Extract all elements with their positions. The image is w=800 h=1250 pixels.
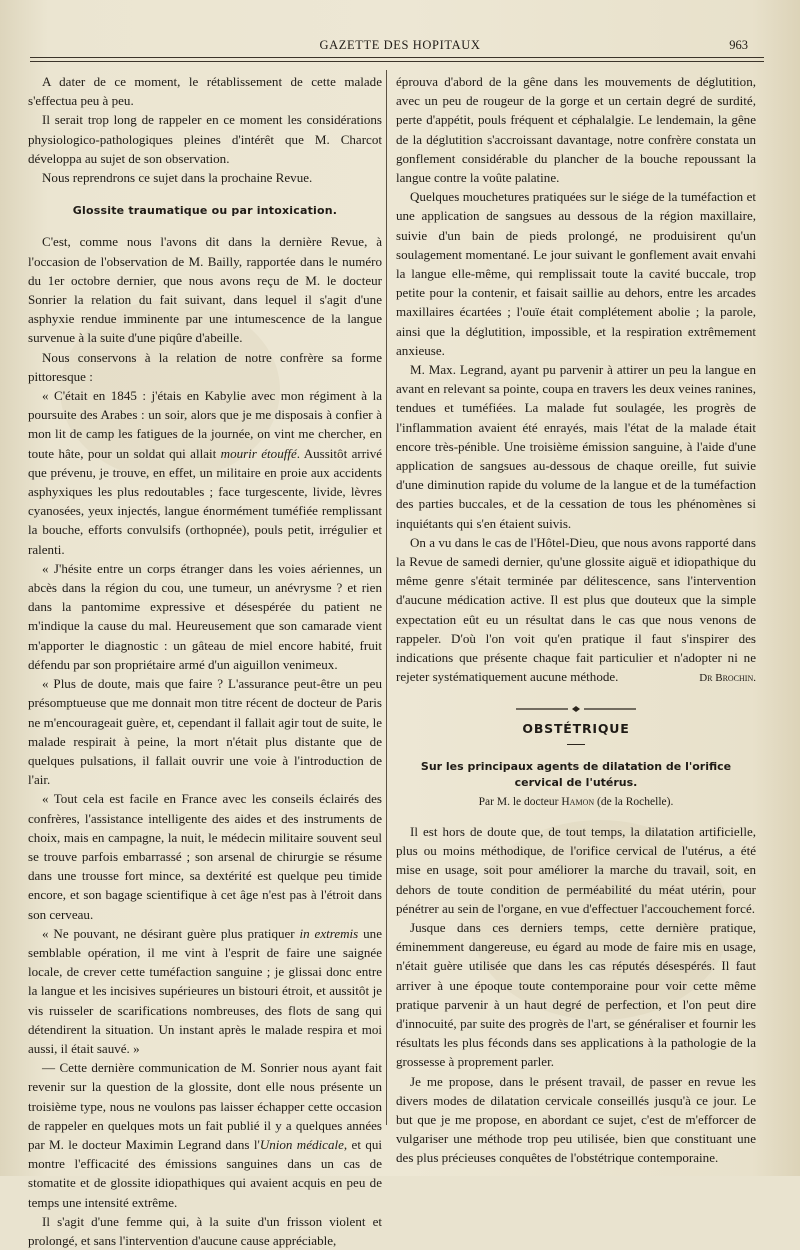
- paragraph: C'est, comme nous l'avons dit dans la dernière Revue, à l'occasion de l'observation de M. Bailly, rapportée dans le numéro du 1er octobre dernier, que nous avons reçu de M. le docteur Sonrier la relation du fait suivant, dans lequel il s'agit d'une asphyxie rendue imminente par une intumescence de la langue survenue à la suite d'une piqûre d'abeille.: [28, 234, 382, 346]
- text-run: — Cette dernière communication de M. Sonrier nous ayant fait revenir sur la question de la glossite, dont elle nous présente un troisième type, nous ne voulons pas laisser échapper cette occasion de rappeler en quelques mots un fait publié il y a quelques années par M. le docteur Maximin Legrand dans l': [28, 1060, 382, 1152]
- paragraph: Nous conservons à la relation de notre confrère sa forme pittoresque :: [28, 349, 382, 384]
- paragraph: « Plus de doute, mais que faire ? L'assurance peut-être un peu présomptueuse que me donnait mon titre récent de docteur de Paris ne m'encourageait guère, et, cependant il fallait agir tout de suite, le malade respirait à peine, la mort n'était plus distante que de quelques pulsations, il fallait ouvrir une voie à l'introduction de l'air.: [28, 676, 382, 788]
- paragraph: éprouva d'abord de la gêne dans les mouvements de déglutition, avec un peu de rougeur de la gorge et un certain degré de surdité, perte d'appétit, pouls fréquent et céphalalgie. Le lendemain, la gêne de la déglutition s'accroissant davantage, notre confrère constata un gonflement considérable du plancher de la bouche repoussant la langue contre la voûte palatine.: [396, 74, 756, 186]
- text-run: , et qui montre l'efficacité des émissions sanguines dans un cas de stomatite et de glossite idiopathiques qui avaient acquis en peu de temps une intensité extrême.: [28, 1136, 382, 1210]
- text-run: « Ne pouvant, ne désirant guère plus pratiquer: [42, 925, 300, 941]
- paragraph: Je me propose, dans le présent travail, de passer en revue les divers modes de dilatation cervicale conseillés jusqu'à ce jour. Le but que je me propose, en abordant ce sujet, c'est de m'efforcer de vulgariser une méthode trop peu utilisée, bien que constituant une des plus précieuses conquêtes de l'obstétrique contemporaine.: [396, 1073, 756, 1166]
- paragraph: [28, 924, 382, 1058]
- byline-text: Par M. le docteur: [478, 795, 562, 808]
- paragraph: Quelques mouchetures pratiquées sur le siége de la tuméfaction et une application de sangsues au dessous de la région maxillaire, suivie d'un bain de pieds prolongé, ne produisirent qu'un soulagement momentané. Le jour suivant le gonflement avait envahi la langue elle-même, qui remplissait toute la cavité buccale, trop petite pour la contenir, et faisait saillie au dehors, entre les arcades maxillaires écartées ; l'ouïe était complétement abolie ; la parole, ainsi que la déglutition, impossible, et la respiration extrêmement anxieuse.: [396, 189, 756, 358]
- column-divider: [386, 70, 387, 1125]
- paragraph: Il est hors de doute que, de tout temps, la dilatation artificielle, plus ou moins méthodique, de l'orifice cervical de l'utérus, a été mise en usage, soit pour améliorer la marche du travail, soit, en dehors de toute condition de perméabilité du méat utérin, pour pénétrer au sein de l'organe, en vue d'effectuer l'accouchement forcé.: [396, 823, 756, 916]
- section-ornament: [396, 699, 756, 709]
- text-run: . Aussitôt arrivé que prévenu, je trouve, en effet, un militaire en proie aux accidents asphyxiques les plus redoutables ; face turgescente, livide, lèvres cyanosées, yeux injectés, langue énormément tuméfiée remplissant la bouche, efforts convulsifs (orthopnée), pouls petit, irrégulier et ralenti.: [28, 445, 383, 557]
- header-rule: [30, 57, 764, 58]
- ornament-rule-icon: [516, 705, 636, 713]
- subheading: Glossite traumatique ou par intoxication.: [72, 204, 338, 218]
- text-run: On a vu dans le cas de l'Hôtel-Dieu, que nous avons rapporté dans la Revue de samedi dernier, qu'une glossite aiguë et idiopathique du même genre s'était terminée par délitescence, sans l'intervention d'aucune médication active. Il est plus que douteux que la simple expectation eût eu un résultat dans le cas que nous venons de rappeler. D'où l'on voit qu'en pratique il faut s'inspirer des indications que présente chaque fait particulier et n'adopter ni ne rejeter systématiquement aucune méthode.: [396, 534, 756, 685]
- right-column: [396, 72, 756, 1168]
- italic-run: in extremis: [299, 925, 359, 941]
- section-rule: [567, 744, 585, 745]
- italic-run: Union médicale: [259, 1136, 344, 1152]
- paragraph: A dater de ce moment, le rétablissement de cette malade s'effectua peu à peu.: [28, 74, 382, 109]
- paragraph: Nous reprendrons ce sujet dans la prochaine Revue.: [42, 170, 313, 186]
- paragraph: « Tout cela est facile en France avec les conseils éclairés des confrères, l'assistance intelligente des aides et des instruments de choix, mais en campagne, la nuit, le médecin militaire souvent seul se trouve parfois embarrassé ; son arsenal de chirurgie se résume dans une trousse fort mince, sa dextérité est quelque peu timide encore, et son bagage scientifique à cet âge n'est pas à l'étroit dans son cerveau.: [28, 791, 382, 922]
- byline-text: (de la Rochelle).: [594, 795, 674, 808]
- paragraph: [396, 533, 756, 687]
- paragraph: Il s'agit d'une femme qui, à la suite d'un frisson violent et prolongé, et sans l'intervention d'aucune cause appréciable,: [28, 1213, 382, 1248]
- paragraph: Il serait trop long de rappeler en ce moment les considérations physiologico-pathologiques pleines d'intérêt que M. Charcot développa au sujet de son observation.: [28, 112, 382, 166]
- left-column: [28, 72, 382, 1250]
- text-run: « C'était en 1845 : j'étais en Kabylie avec mon régiment à la poursuite des Arabes : un soir, alors que je me disposais à confier à mon lit de camp les fatigues de la journée, on vint me chercher, en toute hâte, pour un soldat qui allait: [28, 388, 382, 461]
- running-header-title: GAZETTE DES HOPITAUX: [319, 38, 481, 52]
- page-number: 963: [729, 38, 748, 52]
- author-signature: Dr Brochin.: [699, 672, 756, 685]
- paragraph: [28, 386, 382, 559]
- text-run: une semblable opération, il me vint à l'esprit de faire une saignée locale, de crever cette tuméfaction sanguine ; je glissai donc entre la langue et les incisives supérieures un bistouri étroit, et aussitôt je vis ruisseler de scarifications nombreuses, des flots de sang qui détendirent la situation. Un instant après le malade respira et moi aussi, il était sauvé. »: [28, 925, 382, 1056]
- article-title: Sur les principaux agents de dilatation de l'orifice cervical de l'utérus.: [420, 759, 732, 789]
- paragraph: M. Max. Legrand, ayant pu parvenir à attirer un peu la langue en avant en relevant sa pointe, coupa en travers les deux veines ranines, tendues et tuméfiées. La malade fut soulagée, les progrès de l'inflammation avaient été enrayés, mais l'état de la malade était encore très-pénible. Une troisième émission sanguine, à l'aide d'une application de sangsues au-dessous de chaque oreille, fut suivie d'une diminution rapide du volume de la langue et de la tuméfaction des parties buccales, et de la cessation de tous les phénomènes si inquiétants qui s'en étaient suivis.: [396, 362, 756, 531]
- section-heading: OBSTÉTRIQUE: [522, 720, 630, 736]
- byline: [396, 793, 756, 812]
- header-rule-thin: [30, 61, 764, 62]
- paragraph: Jusque dans ces derniers temps, cette dernière pratique, éminemment dangereuse, eu égard au mode de faire mis en usage, n'était guère utilisée que dans les cas réputés désespérés. Il faut arriver à une époque toute contemporaine pour voir cette même pratique parvenir à un haut degré de perfection, et l'on peut dire d'innocuité, par suite des progrès de l'art, se généraliser et fournir les résultats les plus féconds dans ses applications à la pathologie de la grossesse à proprement parler.: [396, 919, 756, 1070]
- paragraph: « J'hésite entre un corps étranger dans les voies aériennes, un abcès dans la région du cou, une tumeur, un anévrysme ? et rien dans la pantomime expressive et désespérée du patient ne m'indique la cause du mal. Heureusement que son camarade vient m'apporter le diagnostic : un gâteau de miel encore habité, fruit défendu par son propriétaire armé d'un aiguillon venimeux.: [28, 560, 382, 672]
- author-name: Hamon: [561, 795, 595, 808]
- italic-run: mourir étouffé: [220, 445, 297, 461]
- paragraph: [28, 1058, 382, 1212]
